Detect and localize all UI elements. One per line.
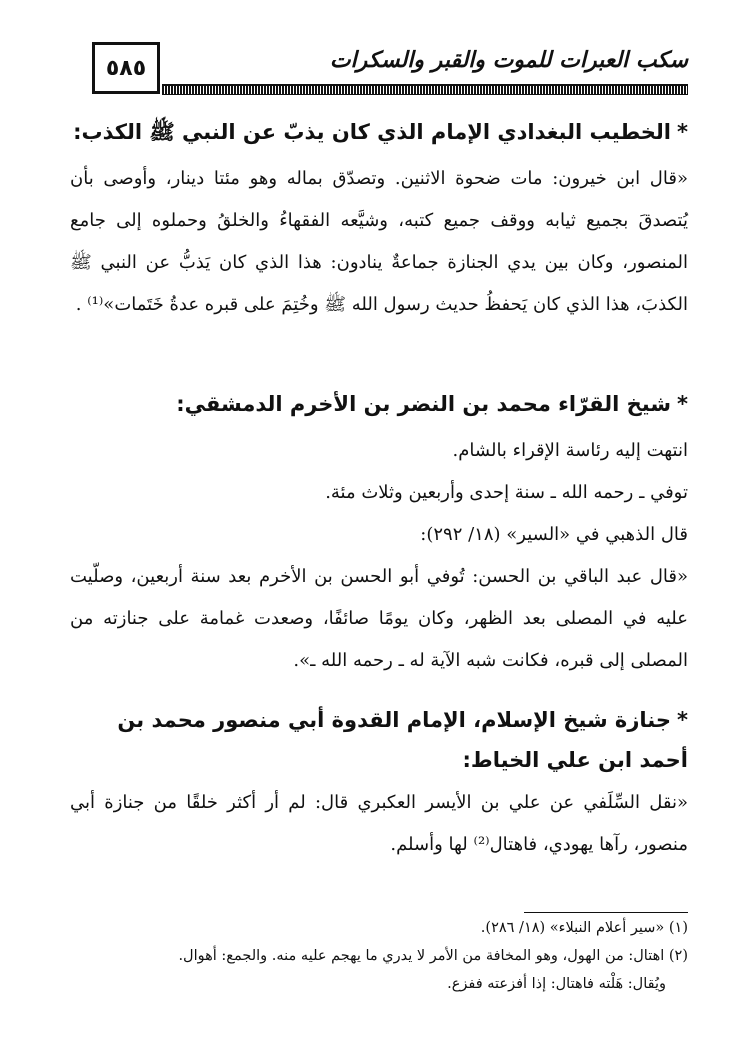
footnote-rule bbox=[524, 912, 688, 913]
footnote: (٢) اهتال: من الهول، وهو المخافة من الأمر لا يدري ما يهجم عليه منه. والجمع: أهوال. bbox=[178, 948, 688, 964]
paragraph: انتهت إليه رئاسة الإقراء بالشام. bbox=[452, 440, 688, 461]
paragraph: «نقل السِّلَفي عن علي بن الأيسر العكبري قال: لم أر أكثر خلقًا من جنازة أبي منصور، رآها يهودي، فاهتال⁽²⁾ لها وأسلم. bbox=[70, 792, 688, 855]
footnote: ويُقال: هَلْته فاهتال: إذا أفزعته ففزع. bbox=[447, 976, 666, 992]
header-rule bbox=[162, 84, 688, 95]
page-header bbox=[92, 42, 688, 98]
section-heading: *جنازة شيخ الإسلام، الإمام القدوة أبي منصور محمد بن أحمد ابن علي الخياط: bbox=[117, 708, 688, 772]
page-number: ٥٨٥ bbox=[92, 42, 160, 94]
star-icon: * bbox=[677, 708, 688, 732]
section-khayyat bbox=[70, 700, 688, 866]
section-heading: *الخطيب البغدادي الإمام الذي كان يذبّ عن النبي ﷺ الكذب: bbox=[73, 120, 688, 144]
section-heading: *شيخ القرّاء محمد بن النضر بن الأخرم الدمشقي: bbox=[176, 392, 688, 416]
paragraph: توفي ـ رحمه الله ـ سنة إحدى وأربعين وثلاث مئة. bbox=[325, 482, 688, 503]
section-akhram bbox=[70, 384, 688, 682]
running-title: سكب العبرات للموت والقبر والسكرات bbox=[329, 48, 688, 73]
section-khatib bbox=[70, 112, 688, 326]
footnote: (١) «سير أعلام النبلاء» (١٨/ ٢٨٦). bbox=[480, 920, 688, 936]
star-icon: * bbox=[677, 120, 688, 144]
footnotes bbox=[70, 914, 688, 998]
paragraph: «قال ابن خيرون: مات ضحوة الاثنين. وتصدّق بماله وهو مئتا دينار، وأوصى بأن يُتصدقَ بجميع ثيابه ووقف جميع كتبه، وشيَّعه الفقهاءُ والخلقُ وحملوه إلى جامع المنصور، وكان بين يدي الجنازة جماعةٌ ينادون: هذا الذي كان يَذبُّ عن النبي ﷺ الكذبَ، هذا الذي كان يَحفظُ حديث رسول الله ﷺ وخُتِمَ على قبره عدةُ خَتَمات»⁽¹⁾ . bbox=[70, 168, 688, 315]
star-icon: * bbox=[677, 392, 688, 416]
paragraph: قال الذهبي في «السير» (١٨/ ٢٩٢): bbox=[420, 524, 688, 545]
paragraph: «قال عبد الباقي بن الحسن: تُوفي أبو الحسن بن الأخرم بعد سنة أربعين، وصلّيت عليه في المصلى بعد الظهر، وكان يومًا صائفًا، وصعدت غمامة على جنازته من المصلى إلى قبره، فكانت شبه الآية له ـ رحمه الله ـ». bbox=[70, 566, 688, 671]
